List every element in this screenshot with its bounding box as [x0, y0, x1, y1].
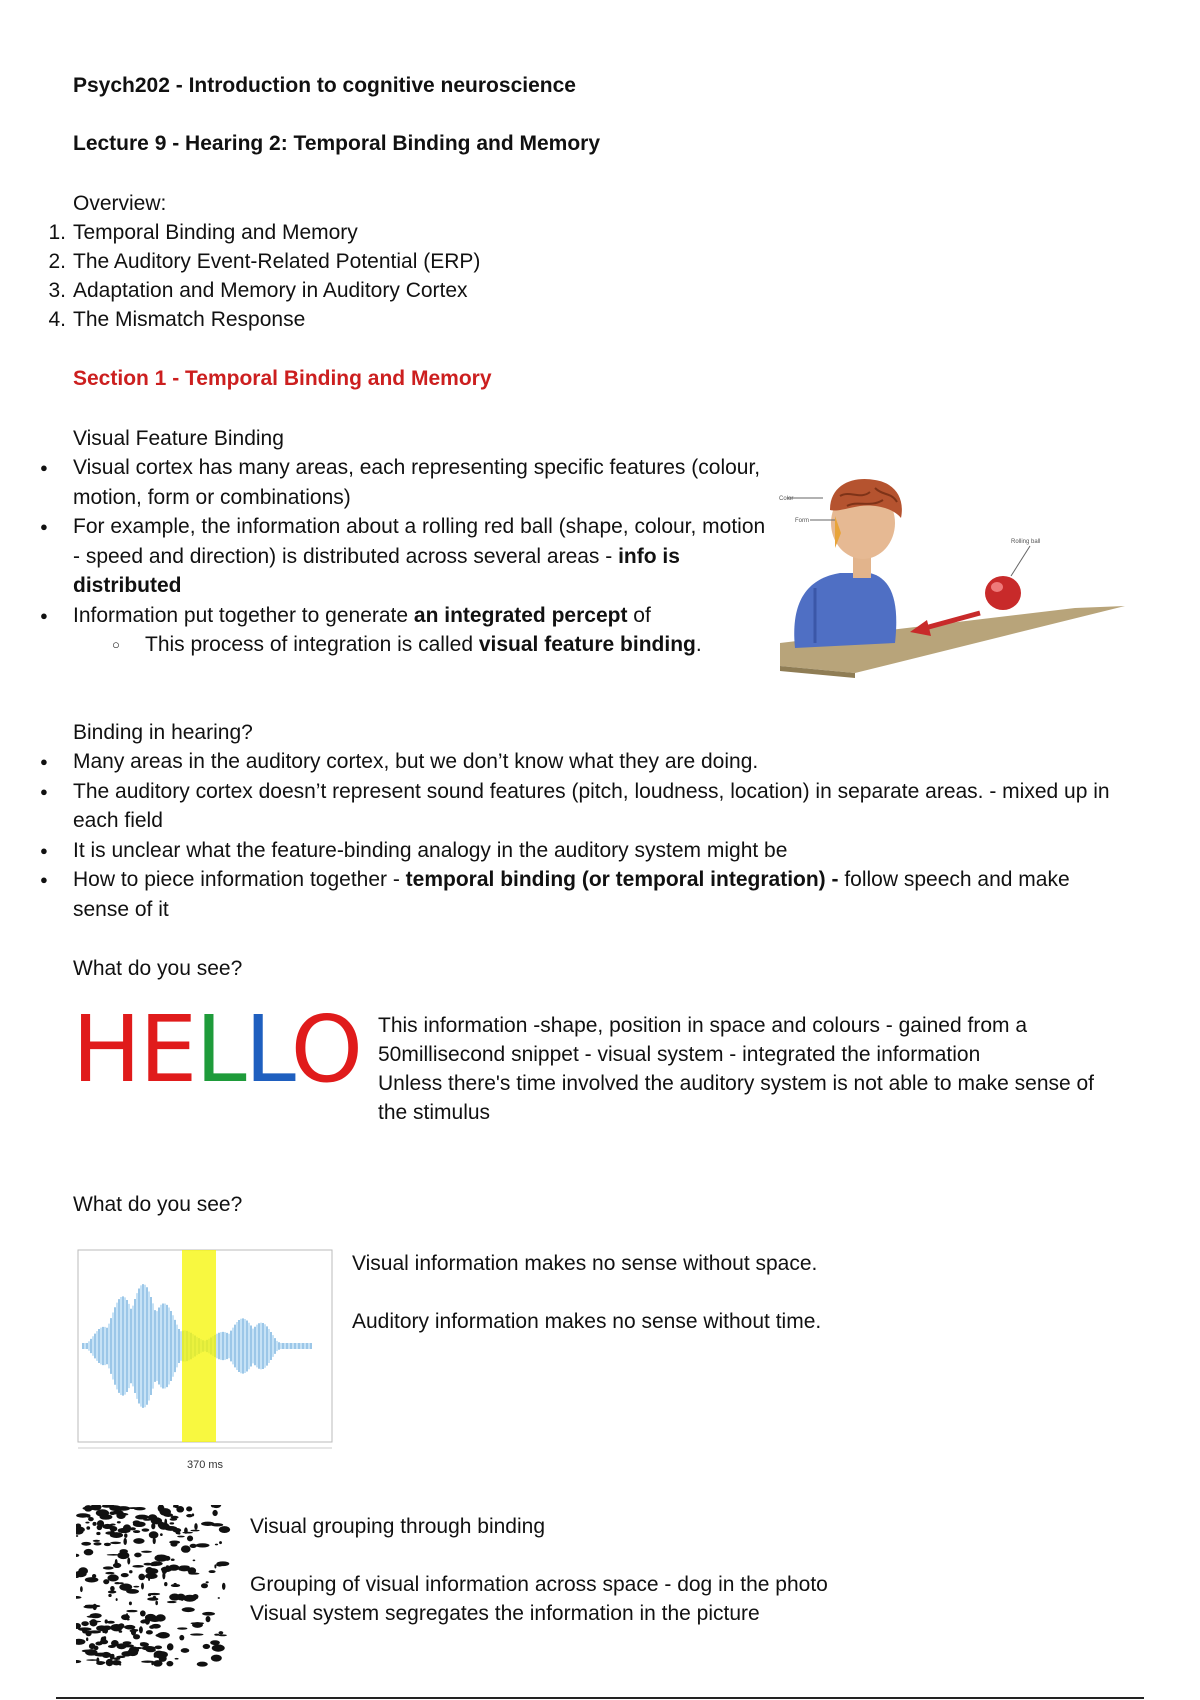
sub-list-item: ○ This process of integration is called visual feature binding. [0, 630, 705, 660]
hearing-binding-heading: Binding in hearing? [73, 721, 253, 744]
grouping-heading: Visual grouping through binding [250, 1515, 546, 1538]
highlight-window [182, 1250, 216, 1442]
question-heading: What do you see? [73, 1193, 243, 1216]
list-item: ● For example, the information about a rolling red ball (shape, colour, motion - speed and direction) is distributed across several areas - info is distributed [0, 512, 770, 601]
hello-letter: H [72, 996, 140, 1103]
time-statement: Auditory information makes no sense without time. [352, 1310, 822, 1333]
explanation-line: Unless there's time involved the auditory system is not able to make sense of the stimulus [378, 1072, 1095, 1124]
label-color: Color [779, 496, 794, 502]
visual-binding-heading: Visual Feature Binding [73, 427, 284, 450]
grouping-text: Visual system segregates the information in the picture [250, 1602, 760, 1625]
overview-list [48, 218, 973, 334]
hello-explanation [378, 1011, 1128, 1127]
overview-item: 4. The Mismatch Response [48, 308, 306, 331]
hello-word [72, 996, 361, 1127]
section-heading: Section 1 - Temporal Binding and Memory [73, 367, 492, 390]
course-title: Psych202 - Introduction to cognitive neuroscience [73, 74, 576, 97]
label-form: Form [795, 518, 809, 524]
question-heading: What do you see? [73, 957, 243, 980]
list-item: ● Many areas in the auditory cortex, but we don’t know what they are doing. [0, 747, 1130, 777]
hello-letter: O [290, 996, 361, 1103]
list-item: ● How to piece information together - temporal binding (or temporal integration) - follow speech and make sense of it [0, 865, 1130, 924]
waveform-caption: 370 ms [186, 1459, 224, 1471]
overview-item: 3. Adaptation and Memory in Auditory Cortex [48, 279, 468, 302]
list-item: ● It is unclear what the feature-binding analogy in the auditory system might be [0, 836, 1130, 866]
grouping-text: Grouping of visual information across space - dog in the photo [250, 1573, 828, 1596]
list-item: ● Information put together to generate an integrated percept of [0, 601, 770, 631]
explanation-line: This information -shape, position in space and colours - gained from a 50millisecond snippet - visual system - integrated the information [378, 1014, 1028, 1066]
rolling-ball-illustration [775, 478, 1130, 678]
hello-letter: L [195, 996, 245, 1103]
list-item: ● Visual cortex has many areas, each representing specific features (colour, motion, form or combinations) [0, 453, 770, 512]
hidden-dog-image [76, 1505, 232, 1670]
visual-binding-list [0, 453, 770, 660]
hearing-binding-list [0, 747, 1130, 924]
hello-letter: L [244, 996, 291, 1103]
overview-item: 1. Temporal Binding and Memory [48, 221, 358, 244]
overview-item: 2. The Auditory Event-Related Potential (ERP) [48, 250, 481, 273]
label-rolling-ball: Rolling ball [1011, 539, 1041, 545]
hello-letter: E [139, 996, 196, 1103]
page-bottom-rule [56, 1697, 1144, 1699]
shirt [794, 573, 896, 648]
red-ball [985, 576, 1021, 610]
space-statement: Visual information makes no sense without space. [352, 1252, 818, 1275]
speech-waveform-figure [75, 1246, 337, 1476]
list-item: ● The auditory cortex doesn’t represent sound features (pitch, loudness, location) in separate areas. - mixed up in each field [0, 777, 1130, 836]
lecture-title: Lecture 9 - Hearing 2: Temporal Binding and Memory [73, 132, 601, 155]
overview-heading: Overview: [73, 192, 167, 215]
